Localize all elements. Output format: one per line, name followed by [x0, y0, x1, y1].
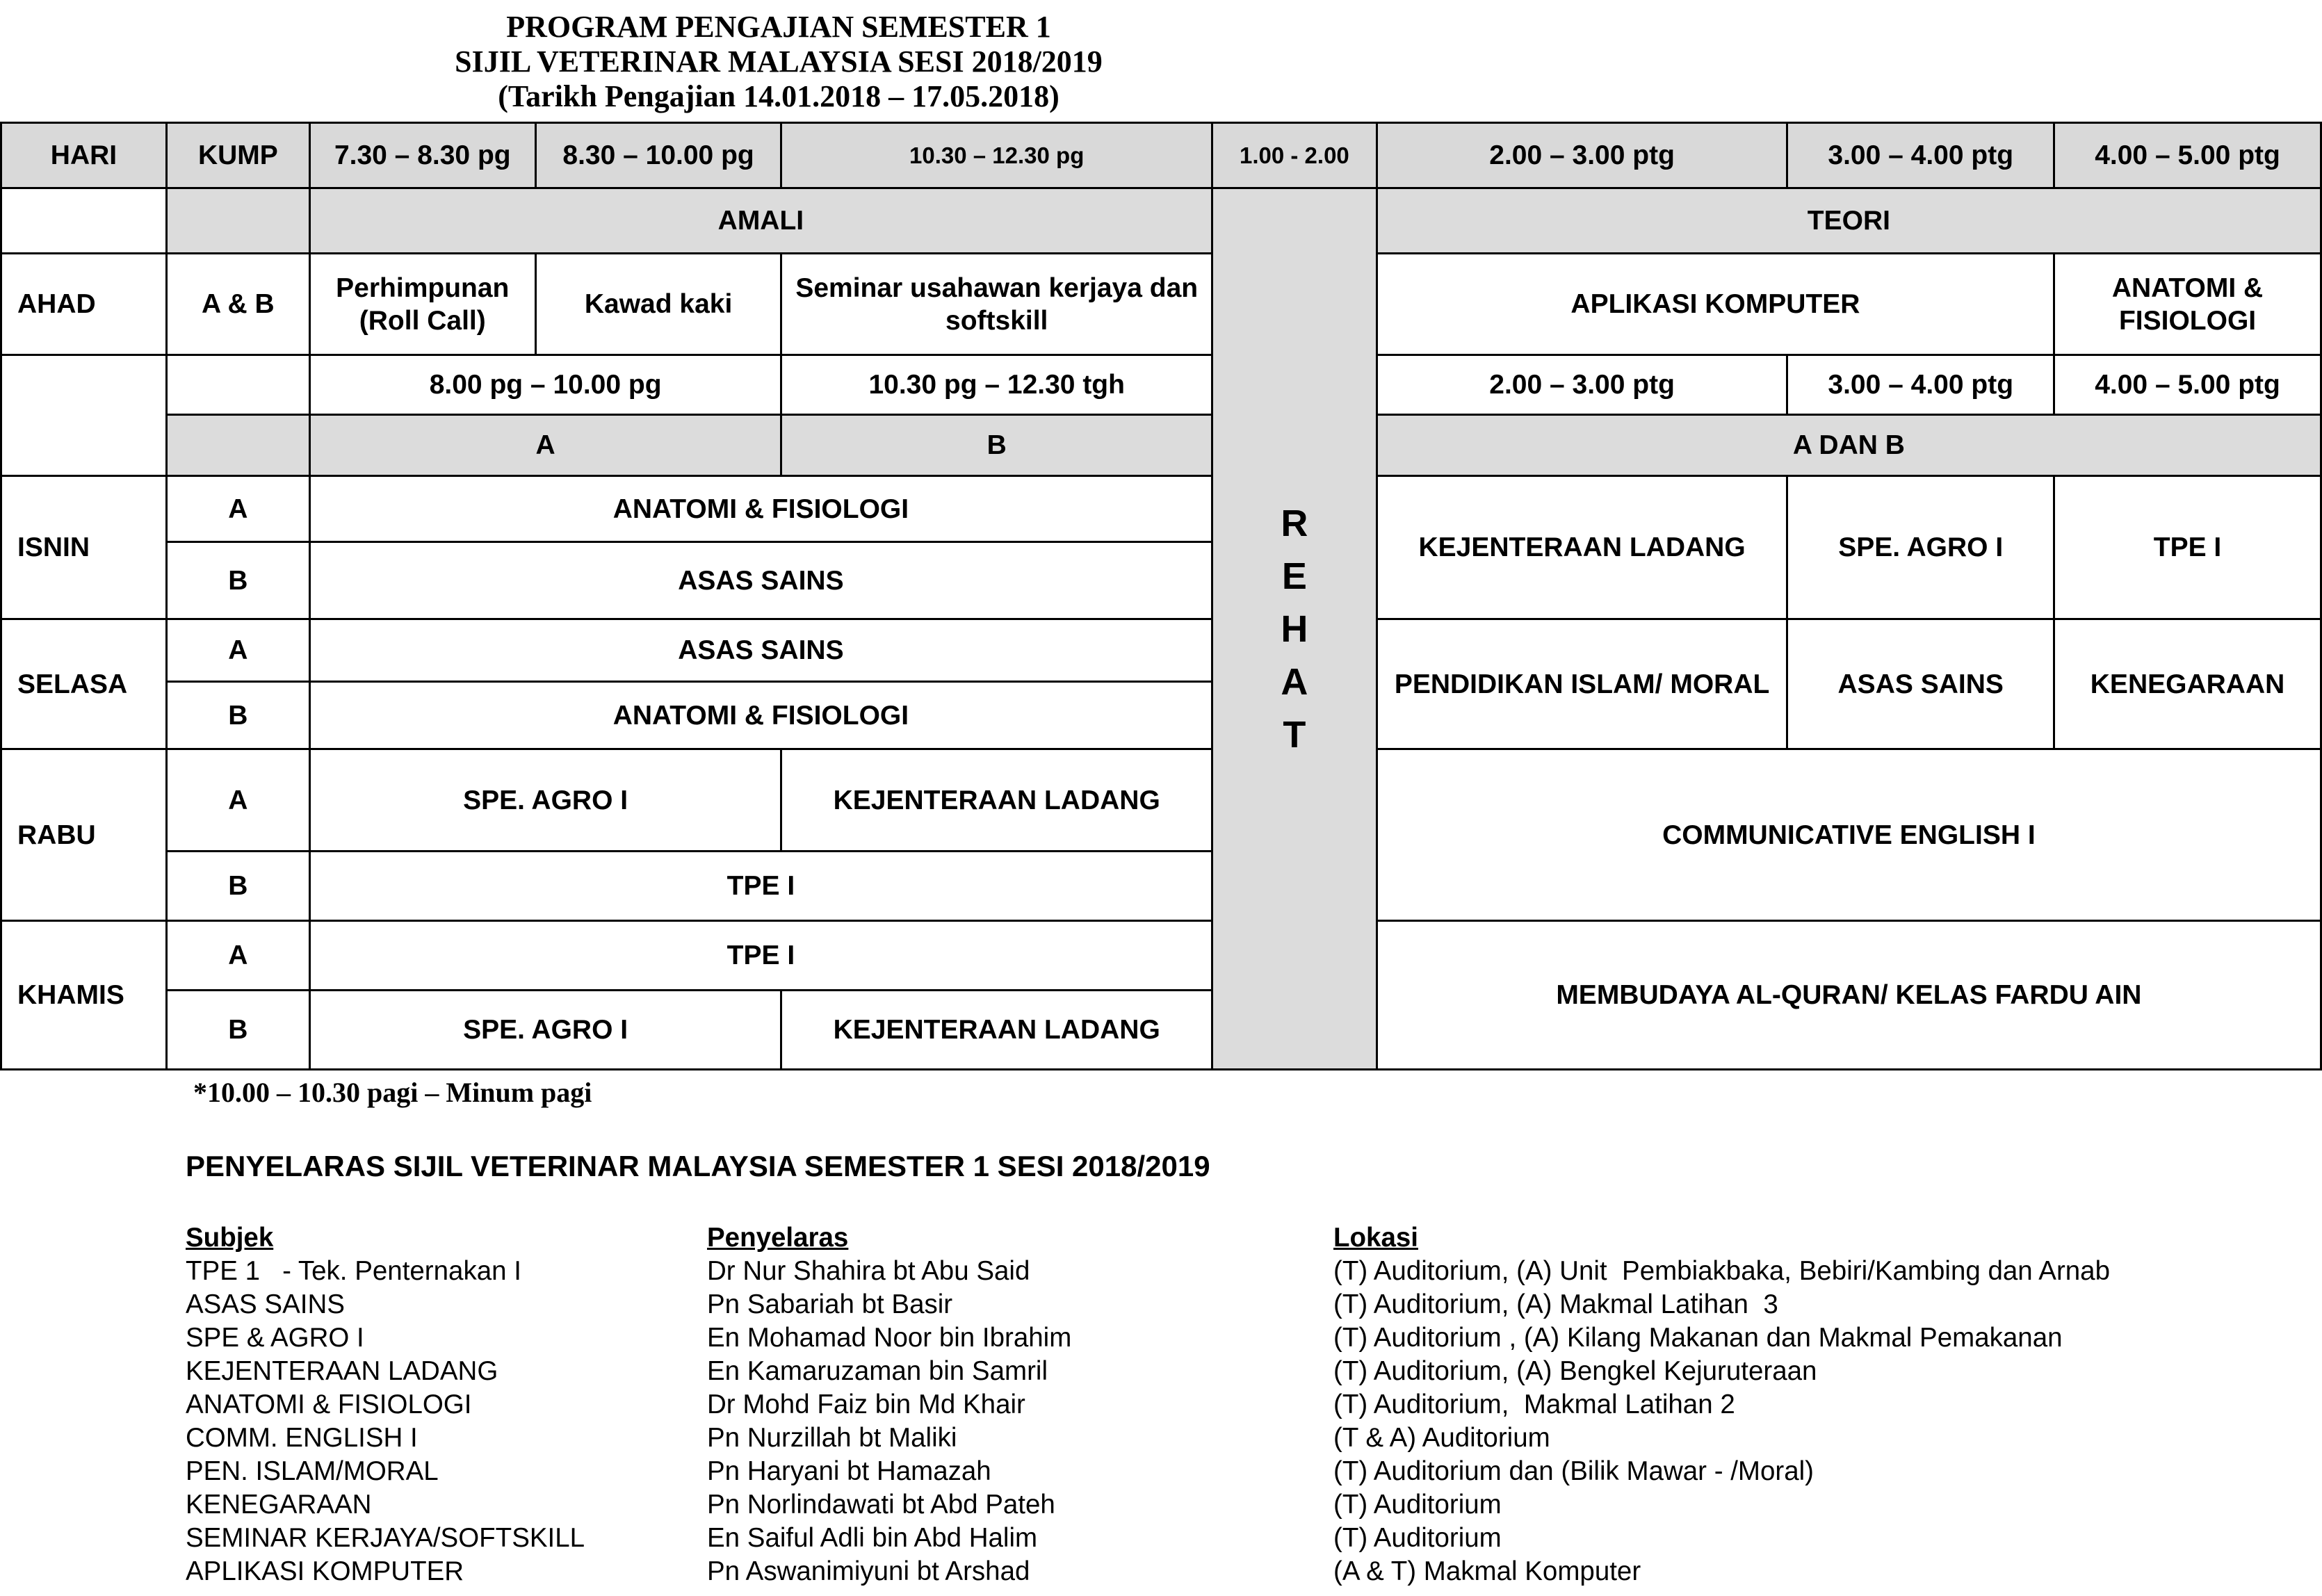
ahad-anatomi: ANATOMI & FISIOLOGI: [2054, 254, 2321, 355]
isnin-teori-3: TPE I: [2054, 476, 2321, 619]
location-column-header: Lokasi: [1333, 1223, 1418, 1253]
subject-item: COMM. ENGLISH I: [186, 1423, 418, 1453]
rehat-letter: H: [1281, 608, 1308, 650]
coordinator-column-header: Penyelaras: [707, 1223, 849, 1253]
subheader-row: [1, 355, 2321, 415]
location-item: (T) Auditorium: [1333, 1490, 1502, 1520]
khamis-amali-b-1: SPE. AGRO I: [309, 991, 781, 1070]
rabu-amali-b: TPE I: [309, 852, 1212, 921]
subheader-slot-4: 3.00 – 4.00 ptg: [1787, 355, 2054, 415]
coordinator-item: En Saiful Adli bin Abd Halim: [707, 1523, 1038, 1553]
subject-item: ANATOMI & FISIOLOGI: [186, 1390, 472, 1419]
coordinator-item: Pn Norlindawati bt Abd Pateh: [707, 1490, 1055, 1520]
coordinator-item: Pn Sabariah bt Basir: [707, 1289, 953, 1319]
ahad-aplikasi: APLIKASI KOMPUTER: [1377, 254, 2054, 355]
subheader-slot-5: 4.00 – 5.00 ptg: [2054, 355, 2321, 415]
subject-item: KENEGARAAN: [186, 1490, 372, 1520]
rabu-teori: COMMUNICATIVE ENGLISH I: [1377, 749, 2321, 921]
row-ahad: [1, 254, 2321, 355]
rehat-letter: R: [1281, 502, 1308, 544]
day-rabu: RABU: [1, 749, 167, 921]
header-slot-5: 2.00 – 3.00 ptg: [1377, 123, 1787, 188]
location-item: (T) Auditorium, (A) Makmal Latihan 3: [1333, 1289, 1778, 1319]
selasa-teori-3: KENEGARAAN: [2054, 619, 2321, 749]
row-khamis-a: [1, 921, 2321, 991]
selasa-amali-b: ANATOMI & FISIOLOGI: [309, 682, 1212, 749]
subject-item: ASAS SAINS: [186, 1289, 345, 1319]
timetable: [0, 122, 2322, 1070]
khamis-teori: MEMBUDAYA AL-QURAN/ KELAS FARDU AIN: [1377, 921, 2321, 1070]
group-label-a: A: [309, 415, 781, 476]
coordinator-item: Pn Aswanimiyuni bt Arshad: [707, 1556, 1030, 1586]
header-slot-1: 7.30 – 8.30 pg: [309, 123, 535, 188]
location-item: (T) Auditorium , (A) Kilang Makanan dan Makmal Pemakanan: [1333, 1323, 2063, 1353]
ahad-perhimpunan: Perhimpunan (Roll Call): [309, 254, 535, 355]
isnin-amali-a: ANATOMI & FISIOLOGI: [309, 476, 1212, 542]
location-item: (T) Auditorium, (A) Unit Pembiakbaka, Bebiri/Kambing dan Arnab: [1333, 1256, 2111, 1286]
header-kump: KUMP: [166, 123, 309, 188]
selasa-teori-1: PENDIDIKAN ISLAM/ MORAL: [1377, 619, 1787, 749]
coordinator-column: [707, 1221, 1071, 1588]
ahad-seminar: Seminar usahawan kerjaya dan softskill: [781, 254, 1212, 355]
khamis-amali-a: TPE I: [309, 921, 1212, 991]
coordinators-heading: PENYELARAS SIJIL VETERINAR MALAYSIA SEMESTER 1 SESI 2018/2019: [186, 1150, 1210, 1182]
rehat-letter: E: [1281, 555, 1307, 597]
header-row: [1, 123, 2321, 188]
subject-item: SEMINAR KERJAYA/SOFTSKILL: [186, 1523, 585, 1553]
subject-item: SPE & AGRO I: [186, 1323, 364, 1353]
isnin-teori-2: SPE. AGRO I: [1787, 476, 2054, 619]
coordinator-item: En Kamaruzaman bin Samril: [707, 1356, 1048, 1386]
rehat-letter: T: [1283, 713, 1306, 756]
break-note: *10.00 – 10.30 pagi – Minum pagi: [193, 1077, 592, 1108]
row-selasa-a: [1, 619, 2321, 682]
selasa-amali-a: ASAS SAINS: [309, 619, 1212, 682]
group-cell: B: [166, 542, 309, 619]
section-teori: TEORI: [1377, 188, 2321, 254]
day-selasa: SELASA: [1, 619, 167, 749]
coordinator-item: Dr Nur Shahira bt Abu Said: [707, 1256, 1030, 1286]
header-slot-6: 3.00 – 4.00 ptg: [1787, 123, 2054, 188]
subject-item: KEJENTERAAN LADANG: [186, 1356, 498, 1386]
day-khamis: KHAMIS: [1, 921, 167, 1070]
ahad-kawad: Kawad kaki: [535, 254, 781, 355]
location-item: (T) Auditorium dan (Bilik Mawar - /Moral): [1333, 1456, 1814, 1486]
location-item: (A & T) Makmal Komputer: [1333, 1556, 1641, 1586]
coordinator-item: Dr Mohd Faiz bin Md Khair: [707, 1390, 1025, 1419]
isnin-amali-b: ASAS SAINS: [309, 542, 1212, 619]
doc-title: PROGRAM PENGAJIAN SEMESTER 1: [506, 10, 1051, 44]
group-label-b: B: [781, 415, 1212, 476]
khamis-amali-b-2: KEJENTERAAN LADANG: [781, 991, 1212, 1070]
group-cell: A: [166, 619, 309, 682]
header-hari: HARI: [1, 123, 167, 188]
subject-column-header: Subjek: [186, 1223, 274, 1253]
rabu-amali-a-1: SPE. AGRO I: [309, 749, 781, 852]
subject-column: [186, 1221, 585, 1588]
group-cell: A & B: [166, 254, 309, 355]
group-cell: A: [166, 476, 309, 542]
selasa-teori-2: ASAS SAINS: [1787, 619, 2054, 749]
group-label-a-dan-b: A DAN B: [1377, 415, 2321, 476]
day-ahad: AHAD: [1, 254, 167, 355]
doc-date-range: (Tarikh Pengajian 14.01.2018 – 17.05.2018): [498, 79, 1059, 113]
row-rabu-a: [1, 749, 2321, 852]
location-item: (T) Auditorium, (A) Bengkel Kejuruteraan: [1333, 1356, 1817, 1386]
group-cell: B: [166, 682, 309, 749]
doc-subtitle: SIJIL VETERINAR MALAYSIA SESI 2018/2019: [455, 44, 1103, 79]
row-isnin-a: [1, 476, 2321, 542]
group-cell: B: [166, 991, 309, 1070]
group-cell: A: [166, 921, 309, 991]
rehat-letter: A: [1281, 660, 1308, 703]
subheader-slot-3: 2.00 – 3.00 ptg: [1377, 355, 1787, 415]
coordinator-item: Pn Haryani bt Hamazah: [707, 1456, 991, 1486]
header-slot-2: 8.30 – 10.00 pg: [535, 123, 781, 188]
header-slot-4: 1.00 - 2.00: [1212, 123, 1377, 188]
coordinator-item: En Mohamad Noor bin Ibrahim: [707, 1323, 1072, 1353]
header-slot-3: 10.30 – 12.30 pg: [781, 123, 1212, 188]
location-item: (T) Auditorium: [1333, 1523, 1502, 1553]
isnin-teori-1: KEJENTERAAN LADANG: [1377, 476, 1787, 619]
location-item: (T) Auditorium, Makmal Latihan 2: [1333, 1390, 1735, 1419]
location-item: (T & A) Auditorium: [1333, 1423, 1550, 1453]
day-isnin: ISNIN: [1, 476, 167, 619]
rehat-column: [1212, 188, 1377, 1070]
location-column: [1333, 1221, 2110, 1588]
group-label-row: [1, 415, 2321, 476]
rabu-amali-a-2: KEJENTERAAN LADANG: [781, 749, 1212, 852]
header-slot-7: 4.00 – 5.00 ptg: [2054, 123, 2321, 188]
subject-item: TPE 1 - Tek. Penternakan I: [186, 1256, 521, 1286]
section-row: [1, 188, 2321, 254]
group-cell: A: [166, 749, 309, 852]
subheader-slot-2: 10.30 pg – 12.30 tgh: [781, 355, 1212, 415]
subheader-slot-1: 8.00 pg – 10.00 pg: [309, 355, 781, 415]
group-cell: B: [166, 852, 309, 921]
section-amali: AMALI: [309, 188, 1212, 254]
subject-item: APLIKASI KOMPUTER: [186, 1556, 464, 1586]
coordinator-item: Pn Nurzillah bt Maliki: [707, 1423, 957, 1453]
subject-item: PEN. ISLAM/MORAL: [186, 1456, 439, 1486]
